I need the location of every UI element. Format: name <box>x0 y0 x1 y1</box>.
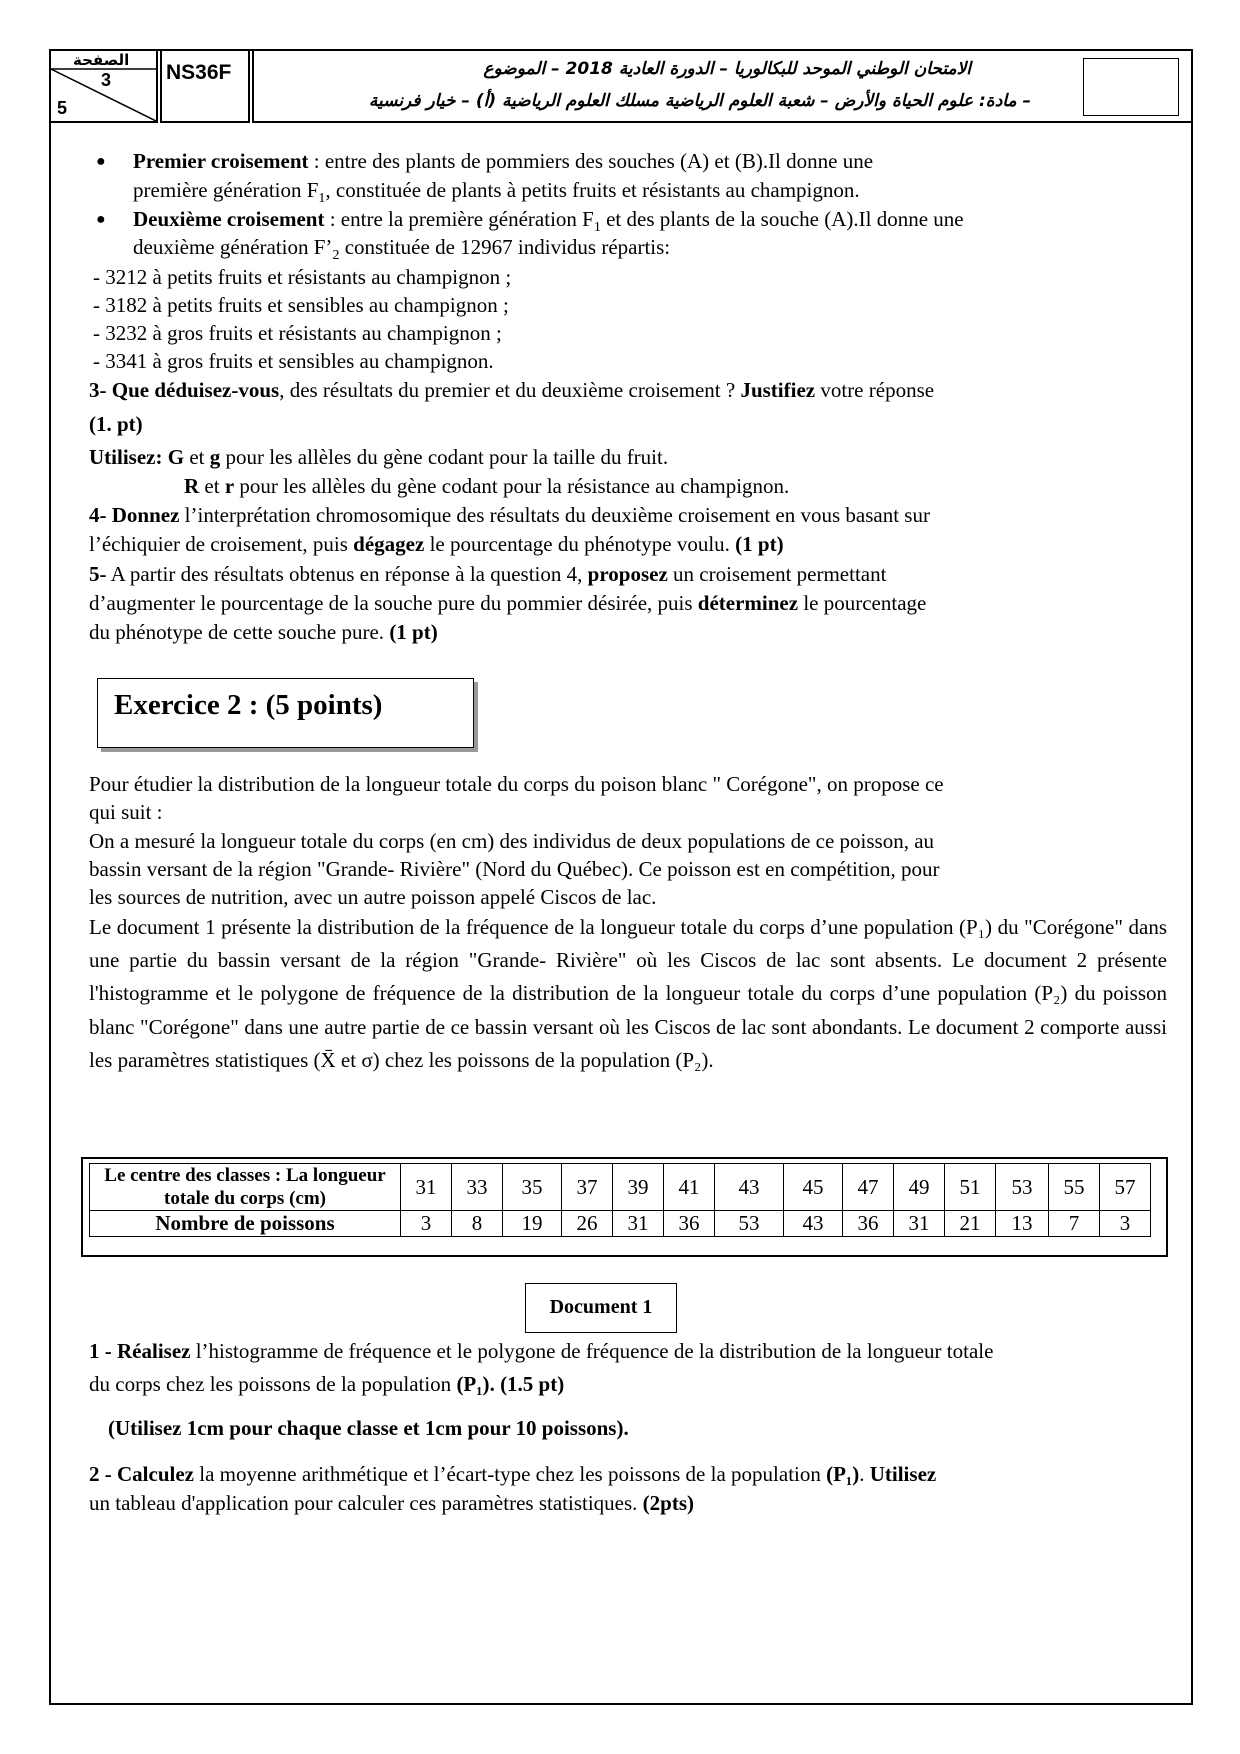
table-cell: 55 <box>1049 1164 1100 1211</box>
exam-title-line1: الامتحان الوطني الموحد للبكالوريا – الدورة العادية 2018 – الموضوع <box>483 59 971 79</box>
table-cell: 26 <box>562 1211 613 1237</box>
table-cell: 35 <box>503 1164 562 1211</box>
table-cell: 53 <box>996 1164 1049 1211</box>
para-line1: On a mesuré la longueur totale du corps (en cm) des individus de deux populations de ce poisson, au <box>89 829 935 853</box>
table-cell: 31 <box>613 1211 664 1237</box>
question-5: 5- A partir des résultats obtenus en réponse à la question 4, proposez un croisement permettant <box>89 562 887 586</box>
table-header-classes: Le centre des classes : La longueur totale du corps (cm) <box>90 1164 401 1211</box>
table-cell: 53 <box>715 1211 784 1237</box>
use-g-line: Utilisez: G et g pour les allèles du gène codant pour la taille du fruit. <box>89 445 669 469</box>
table-cell: 37 <box>562 1164 613 1211</box>
table-cell: 49 <box>894 1164 945 1211</box>
cross2-line1: Deuxième croisement : entre la première génération $F_1$ et des plants de la souche (A).Il donne une <box>133 207 964 236</box>
table-cell: 13 <box>996 1211 1049 1237</box>
grade-box <box>1083 58 1179 116</box>
intro-line2: qui suit : <box>89 800 163 824</box>
question-4-line2: l’échiquier de croisement, puis dégagez le pourcentage du phénotype voulu. (1 pt) <box>89 532 784 556</box>
bullet-icon: ● <box>96 211 106 228</box>
table-cell: 21 <box>945 1211 996 1237</box>
page-current: 3 <box>101 70 112 90</box>
page-total: 5 <box>57 98 68 118</box>
page-number-box <box>49 49 158 123</box>
para-line3: les sources de nutrition, avec un autre poisson appelé Ciscos de lac. <box>89 885 657 909</box>
result-item: - 3212 à petits fruits et résistants au champignon ; <box>93 265 512 289</box>
document-1-label: Document 1 <box>525 1283 677 1333</box>
table-cell: 7 <box>1049 1211 1100 1237</box>
question-3-points: (1. pt) <box>89 412 143 436</box>
ex2-question-1: 1 - Réalisez l’histogramme de fréquence et le polygone de fréquence de la distribution de la longueur totale <box>89 1339 994 1363</box>
question-3: 3- Que déduisez-vous, des résultats du premier et du deuxième croisement ? Justifiez votre réponse <box>89 378 935 402</box>
table-cell: 36 <box>664 1211 715 1237</box>
intro-line1: Pour étudier la distribution de la longueur totale du corps du poison blanc " Corégone", on propose ce <box>89 772 944 796</box>
table-cell: 3 <box>1100 1211 1151 1237</box>
table-row <box>90 1164 1151 1211</box>
cross1-line2: première génération $F_1$, constituée de plants à petits fruits et résistants au champignon. <box>133 178 860 207</box>
table-cell: 8 <box>452 1211 503 1237</box>
result-item: - 3232 à gros fruits et résistants au champignon ; <box>93 321 502 345</box>
exam-title-box <box>252 49 1193 123</box>
table-cell: 33 <box>452 1164 503 1211</box>
question-5-line3: du phénotype de cette souche pure. (1 pt) <box>89 620 438 644</box>
table-cell: 31 <box>401 1164 452 1211</box>
ex2-question-2: 2 - Calculez la moyenne arithmétique et l’écart-type chez les poissons de la population (P₁). Utilisez <box>89 1462 937 1486</box>
table-cell: 39 <box>613 1164 664 1211</box>
result-item: - 3341 à gros fruits et sensibles au champignon. <box>93 349 494 373</box>
ex2-question-1-note: (Utilisez 1cm pour chaque classe et 1cm pour 10 poissons). <box>108 1416 629 1440</box>
ex2-question-2-line2: un tableau d'application pour calculer ces paramètres statistiques. (2pts) <box>89 1491 695 1515</box>
bullet-icon: ● <box>96 153 106 170</box>
exam-code: NS36F <box>160 49 250 123</box>
result-item: - 3182 à petits fruits et sensibles au champignon ; <box>93 293 509 317</box>
table-cell: 45 <box>784 1164 843 1211</box>
table-cell: 57 <box>1100 1164 1151 1211</box>
table-header-counts: Nombre de poissons <box>90 1211 401 1237</box>
question-5-line2: d’augmenter le pourcentage de la souche pure du pommier désirée, puis déterminez le pourcentage <box>89 591 927 615</box>
question-4: 4- Donnez l’interprétation chromosomique des résultats du deuxième croisement en vous basant sur <box>89 503 930 527</box>
table-cell: 47 <box>843 1164 894 1211</box>
para-line2: bassin versant de la région "Grande- Rivière" (Nord du Québec). Ce poisson est en compétition, pour <box>89 857 940 881</box>
table-cell: 31 <box>894 1211 945 1237</box>
cross2-line2: deuxième génération $F’_2$ constituée de 12967 individus répartis: <box>133 235 671 264</box>
table-cell: 43 <box>784 1211 843 1237</box>
ex2-question-1-line2: du corps chez les poissons de la population (P₁). (1.5 pt) <box>89 1372 565 1396</box>
use-r-line: R et r pour les allèles du gène codant pour la résistance au champignon. <box>184 474 790 498</box>
table-cell: 51 <box>945 1164 996 1211</box>
exercise-2-title: Exercice 2 : (5 points) <box>114 689 383 721</box>
table-cell: 36 <box>843 1211 894 1237</box>
exam-title-line2: – مادة: علوم الحياة والأرض – شعبة العلوم الرياضية مسلك العلوم الرياضية (أ) – خيار فرنسية <box>368 91 1031 111</box>
exercise-2-title-box <box>97 678 474 748</box>
table-cell: 3 <box>401 1211 452 1237</box>
table-row <box>90 1211 1151 1237</box>
document-1-table <box>89 1163 1151 1237</box>
table-cell: 43 <box>715 1164 784 1211</box>
cross1-line1: Premier croisement : entre des plants de pommiers des souches (A) et (B).Il donne une <box>133 149 874 173</box>
document-description: Le document 1 présente la distribution de la fréquence de la longueur totale du corps d’une population (P₁) du "Corégone" dans une partie du bassin versant de la région "Grande- Rivière" où les Ciscos de lac sont absents. Le document 2 présente l'histogramme et le polygone de fréquence de la distribution de la longueur totale du corps d’une population (P₂) du poisson blanc "Corégone" dans une autre partie de ce bassin versant où les Ciscos de lac sont abondants. Le document 2 comporte aussi les paramètres statistiques (X̄ et σ) chez les poissons de la population (P₂). <box>89 915 1167 1072</box>
table-cell: 41 <box>664 1164 715 1211</box>
table-cell: 19 <box>503 1211 562 1237</box>
page-label: الصفحة <box>73 51 130 69</box>
